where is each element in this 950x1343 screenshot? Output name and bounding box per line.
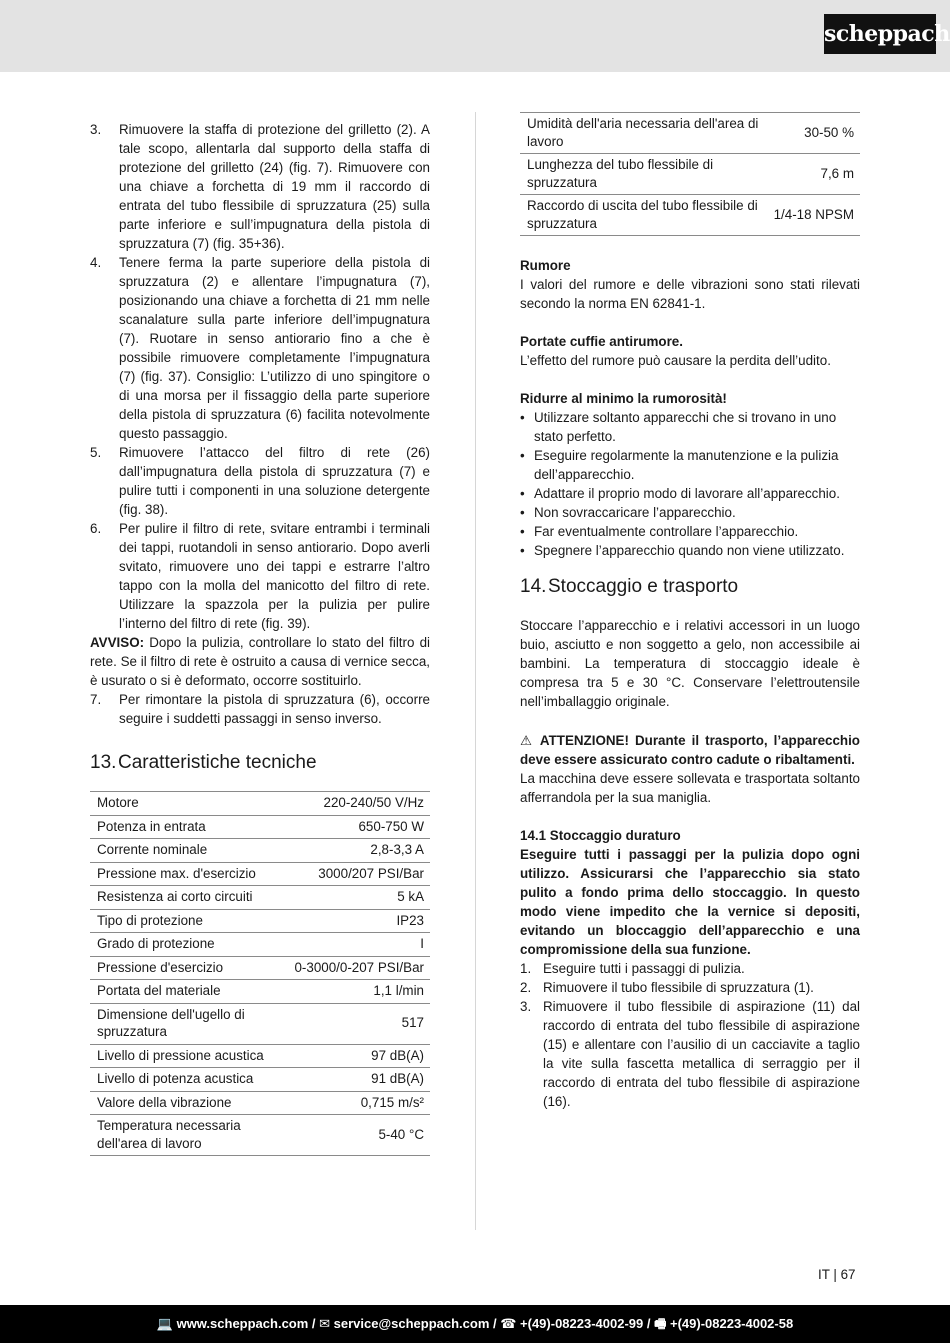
list-item-text: Rimuovere il tubo flessibile di spruzzatura (1). [543, 980, 814, 995]
table-row [90, 839, 430, 863]
section-13-heading [90, 751, 430, 775]
table-row [90, 909, 430, 933]
list-item [520, 959, 860, 978]
spec-value: 0,715 m/s² [287, 1091, 430, 1115]
spec-label: Raccordo di uscita del tubo flessibile di spruzzatura [520, 195, 767, 236]
spec-value: 2,8-3,3 A [287, 839, 430, 863]
spec-value: 97 dB(A) [287, 1044, 430, 1068]
list-item [90, 519, 430, 633]
spec-value: I [287, 933, 430, 957]
spec-label: Temperatura necessaria dell'area di lavoro [90, 1115, 287, 1156]
list-item-text: Eseguire tutti i passaggi di pulizia. [543, 961, 745, 976]
noise-text: I valori del rumore e delle vibrazioni sono stati rilevati secondo la norma EN 62841-1. [520, 277, 860, 311]
spec-value: 1/4-18 NPSM [767, 195, 860, 236]
list-item-text: Per pulire il filtro di rete, svitare entrambi i terminali dei tappi, ruotandoli in senso antiorario. Dopo averli svitato, rimuovere uno dei tappi e estrarre l’altro tappo con la molla del manicotto del filtro di rete. Utilizzare la spazzola per la pulizia per pulire l’interno del filtro di rete (fig. 39). [119, 521, 430, 631]
bullet-item: • Far eventualmente controllare l’apparecchio. [520, 522, 860, 541]
spec-label: Valore della vibrazione [90, 1091, 287, 1115]
list-item-number: 3. [520, 999, 532, 1014]
list-item-number: 3. [90, 122, 102, 137]
noise-heading: Rumore [520, 258, 571, 273]
spec-value: 5 kA [287, 886, 430, 910]
warning-bold-text: ATTENZIONE! Durante il trasporto, l’apparecchio deve essere assicurato contro cadute o ribaltamenti. [520, 733, 860, 767]
spec-value: 220-240/50 V/Hz [287, 792, 430, 816]
table-row [90, 886, 430, 910]
spec-value: 517 [287, 1003, 430, 1044]
subsection-14-1-intro: Eseguire tutti i passaggi per la pulizia dopo ogni utilizzo. Assicurarsi che l’apparecchio sia stato pulito a fondo prima dello stoccaggio. In questo modo viene impedito che la vernice si depositi, evitando un bloccaggio dell’apparecchio e una compromissione della sua funzione. [520, 847, 860, 957]
list-item-number: 1. [520, 961, 532, 976]
notice-paragraph [90, 633, 430, 690]
section-14-heading [520, 575, 860, 599]
table-row [520, 195, 860, 236]
bullet-item: • Eseguire regolarmente la manutenzione e la pulizia dell’apparecchio. [520, 446, 860, 484]
reassembly-steps [90, 690, 430, 728]
table-row [90, 1068, 430, 1092]
spec-value: 3000/207 PSI/Bar [287, 862, 430, 886]
list-item-number: 7. [90, 692, 102, 707]
table-row [90, 980, 430, 1004]
table-row [90, 815, 430, 839]
spec-label: Livello di potenza acustica [90, 1068, 287, 1092]
spec-label: Resistenza ai corto circuiti [90, 886, 287, 910]
spec-label: Dimensione dell'ugello di spruzzatura [90, 1003, 287, 1044]
footer-contact: 💻 www.scheppach.com / ✉ service@scheppach.com / ☎ +(49)-08223-4002-99 / 🖷 +(49)-08223-4002-58 [156, 1316, 794, 1331]
spec-label: Lunghezza del tubo flessibile di spruzzatura [520, 154, 767, 195]
transport-warning [520, 731, 860, 769]
table-row [90, 792, 430, 816]
table-row [520, 113, 860, 154]
list-item-text: Rimuovere l’attacco del filtro di rete (26) dall’impugnatura della pistola di spruzzatura (7) e pulire tutti i componenti in una soluzione detergente (fig. 38). [119, 445, 430, 517]
bullet-item: • Spegnere l’apparecchio quando non viene utilizzato. [520, 541, 860, 560]
spec-label: Umidità dell'aria necessaria dell'area di lavoro [520, 113, 767, 154]
bullet-item: • Adattare il proprio modo di lavorare all’apparecchio. [520, 484, 860, 503]
bullet-item: • Utilizzare soltanto apparecchi che si trovano in uno stato perfetto. [520, 408, 860, 446]
spec-label: Corrente nominale [90, 839, 287, 863]
list-item [90, 253, 430, 443]
warning-icon: ⚠ [520, 733, 535, 748]
spec-value: 30-50 % [767, 113, 860, 154]
spec-label: Tipo di protezione [90, 909, 287, 933]
list-item [90, 690, 430, 728]
storage-text: Stoccare l’apparecchio e i relativi accessori in un luogo buio, asciutto e non soggetto a gelo, non accessibile ai bambini. La temperatura di stoccaggio ideale è compresa tra 5 e 30 °C. Conservare l’elettroutensile nell’imballaggio originale. [520, 618, 860, 709]
list-item-text: Rimuovere il tubo flessibile di aspirazione (11) dal raccordo di entrata del tubo flessibile di aspirazione (15) e allentare con l’ausilio di un cacciavite a taglio la vite sulla fascetta metallica di serraggio per il raccordo di entrata del tubo flessibile di aspirazione (16). [543, 999, 860, 1109]
earmuff-text: L’effetto del rumore può causare la perdita dell’udito. [520, 353, 831, 368]
spec-table-right [520, 112, 860, 236]
list-item-number: 4. [90, 255, 102, 270]
table-row [90, 1091, 430, 1115]
spec-label: Motore [90, 792, 287, 816]
list-item [520, 997, 860, 1111]
page-number: IT | 67 [818, 1267, 856, 1282]
list-item-text: Tenere ferma la parte superiore della pistola di spruzzatura (2) e allentare l’impugnatura (7), posizionando una chiave a forchetta di 21 mm nelle scanalature sulla parte inferiore dell’impugnatura (7). Ruotare in senso antiorario fino a che è possibile rimuovere completamente l’impugnatura (7) (fig. 37). Consiglio: L’utilizzo di uno spingitore o di una morsa per il fissaggio della parte superiore della pistola di spruzzatura (6) facilita notevolmente questo passaggio. [119, 255, 430, 441]
spec-label: Grado di protezione [90, 933, 287, 957]
spec-label: Livello di pressione acustica [90, 1044, 287, 1068]
transport-warning-text: La macchina deve essere sollevata e trasportata soltanto afferrandola per la sua maniglia. [520, 771, 860, 805]
table-row [90, 956, 430, 980]
list-item [90, 443, 430, 519]
earmuff-heading: Portate cuffie antirumore. [520, 334, 683, 349]
section-13-title: Caratteristiche tecniche [118, 752, 317, 773]
spec-value: IP23 [287, 909, 430, 933]
list-item [90, 120, 430, 253]
subsection-14-1-heading: 14.1 Stoccaggio duraturo [520, 828, 681, 843]
table-row [90, 1003, 430, 1044]
header-bar [0, 0, 950, 72]
table-row [90, 1044, 430, 1068]
notice-text: Dopo la pulizia, controllare lo stato del filtro di rete. Se il filtro di rete è ostruito a causa di vernice secca, è usurato o si è deformato, occorre sostituirlo. [90, 635, 430, 688]
right-column [520, 112, 860, 1111]
notice-label: AVVISO: [90, 635, 145, 650]
list-item-number: 2. [520, 980, 532, 995]
section-14-number: 14. [520, 576, 547, 597]
table-row [90, 1115, 430, 1156]
brand-logo: scheppach [824, 14, 936, 54]
spec-label: Pressione d'esercizio [90, 956, 287, 980]
spec-label: Pressione max. d'esercizio [90, 862, 287, 886]
cleaning-steps [90, 120, 430, 633]
spec-value: 91 dB(A) [287, 1068, 430, 1092]
long-storage-steps [520, 959, 860, 1111]
list-item-text: Per rimontare la pistola di spruzzatura (6), occorre seguire i suddetti passaggi in senso inverso. [119, 692, 430, 726]
spec-table-left [90, 791, 430, 1156]
section-13-number: 13. [90, 752, 117, 773]
spec-value: 650-750 W [287, 815, 430, 839]
bullet-item: • Non sovraccaricare l’apparecchio. [520, 503, 860, 522]
table-row [90, 933, 430, 957]
column-divider [475, 112, 476, 1230]
list-item-number: 5. [90, 445, 102, 460]
spec-value: 5-40 °C [287, 1115, 430, 1156]
table-row [90, 862, 430, 886]
spec-value: 7,6 m [767, 154, 860, 195]
left-column [90, 120, 430, 1156]
reduce-noise-heading: Ridurre al minimo la rumorosità! [520, 391, 727, 406]
footer-bar [0, 1305, 950, 1343]
list-item-number: 6. [90, 521, 102, 536]
spec-value: 1,1 l/min [287, 980, 430, 1004]
spec-label: Portata del materiale [90, 980, 287, 1004]
spec-label: Potenza in entrata [90, 815, 287, 839]
table-row [520, 154, 860, 195]
list-item-text: Rimuovere la staffa di protezione del grilletto (2). A tale scopo, allentarla dal supporto della staffa di protezione del grilletto (24) (fig. 7). Rimuovere con una chiave a forchetta di 19 mm il raccordo di entrata del tubo flessibile di spruzzatura (25) sulla parte inferiore e sull’impugnatura della pistola di spruzzatura (7) (fig. 35+36). [119, 122, 430, 251]
reduce-noise-list [520, 408, 860, 560]
list-item [520, 978, 860, 997]
spec-value: 0-3000/0-207 PSI/Bar [287, 956, 430, 980]
section-14-title: Stoccaggio e trasporto [548, 576, 739, 597]
